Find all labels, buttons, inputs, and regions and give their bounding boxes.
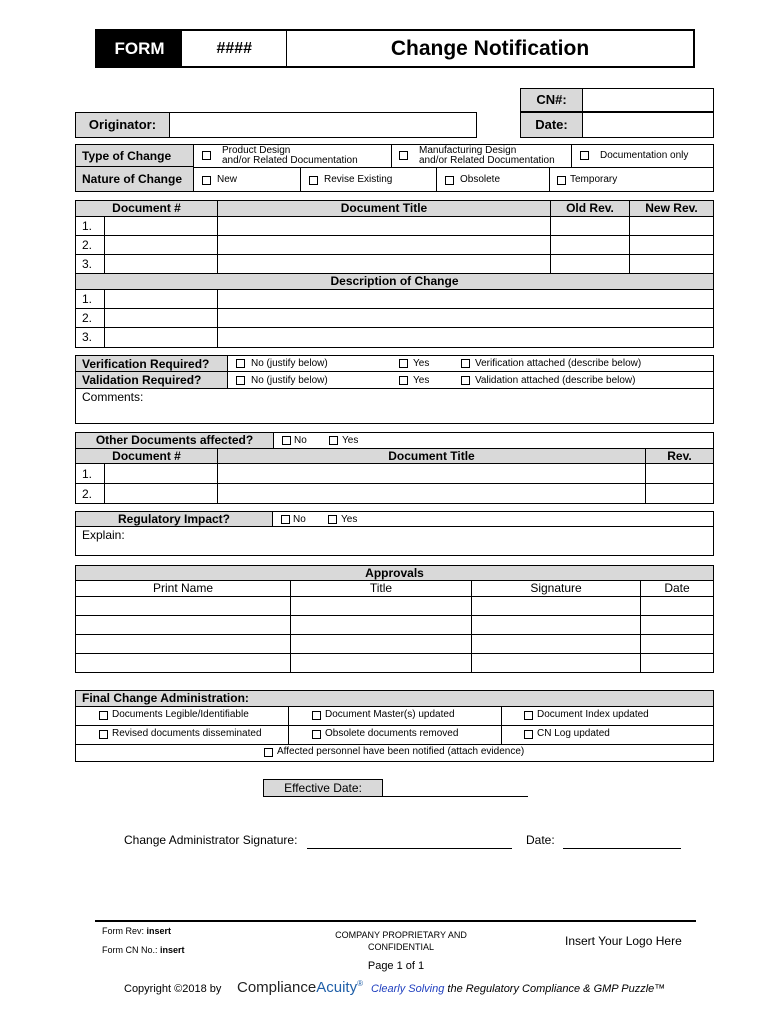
document-number-field[interactable] (105, 217, 218, 236)
description-ref-field[interactable] (105, 290, 218, 309)
new-rev-field[interactable] (630, 217, 714, 236)
validation-no-checkbox[interactable] (236, 376, 245, 385)
approval-date-field[interactable] (641, 616, 714, 635)
originator-field[interactable] (169, 112, 477, 138)
option-line: Manufacturing Design (419, 145, 517, 156)
new-rev-field[interactable] (630, 255, 714, 274)
document-number-field[interactable] (105, 255, 218, 274)
validation-required-label: Validation Required? (76, 372, 228, 389)
validation-yes-checkbox[interactable] (399, 376, 408, 385)
verification-no-option: No (justify below) (251, 358, 328, 369)
approver-name-field[interactable] (76, 654, 291, 673)
approver-signature-field[interactable] (472, 654, 641, 673)
row-number: 2. (76, 236, 105, 255)
approver-signature-field[interactable] (472, 616, 641, 635)
other-documents-table (75, 432, 714, 504)
col-divider (571, 145, 572, 167)
row-divider (228, 371, 714, 372)
regulatory-no-option: No (293, 514, 306, 525)
other-document-title-field[interactable] (218, 464, 646, 484)
form-rev-label: Form Rev: (102, 926, 145, 936)
verification-required-label: Verification Required? (76, 356, 228, 372)
cn-log-checkbox[interactable] (524, 730, 533, 739)
temporary-option: Temporary (570, 174, 618, 185)
explain-field[interactable]: Explain: (82, 528, 125, 542)
originator-label: Originator: (75, 112, 170, 138)
col-header-date: Date (641, 581, 714, 597)
administrator-signature-label: Change Administrator Signature: (124, 833, 298, 847)
disseminated-checkbox[interactable] (99, 730, 108, 739)
document-title-field[interactable] (218, 236, 551, 255)
row-number: 1. (76, 290, 105, 309)
option-line: and/or Related Documentation (419, 155, 555, 166)
row-number: 2. (76, 484, 105, 504)
description-ref-field[interactable] (105, 309, 218, 328)
cn-number-field[interactable] (582, 88, 714, 112)
regulatory-impact-label: Regulatory Impact? (76, 512, 273, 527)
other-documents-options (274, 433, 714, 449)
logo-placeholder: Insert Your Logo Here (565, 934, 682, 948)
verification-yes-checkbox[interactable] (399, 359, 408, 368)
col-header-document-title: Document Title (218, 449, 646, 464)
page-title: Change Notification (390, 37, 590, 60)
temporary-checkbox[interactable] (557, 176, 566, 185)
approver-signature-field[interactable] (472, 597, 641, 616)
validation-attached-option: Validation attached (describe below) (475, 375, 636, 386)
other-document-number-field[interactable] (105, 464, 218, 484)
personnel-notified-option: Affected personnel have been notified (attach evidence) (277, 746, 525, 757)
other-document-rev-field[interactable] (646, 464, 714, 484)
description-field[interactable] (218, 309, 714, 328)
other-documents-yes-option: Yes (342, 435, 359, 446)
document-number-field[interactable] (105, 236, 218, 255)
row-number: 1. (76, 217, 105, 236)
approver-name-field[interactable] (76, 616, 291, 635)
approvals-header: Approvals (76, 566, 714, 581)
verification-attached-option: Verification attached (describe below) (475, 358, 642, 369)
other-document-rev-field[interactable] (646, 484, 714, 504)
date-label: Date: (520, 112, 583, 138)
col-header-signature: Signature (472, 581, 641, 597)
approver-name-field[interactable] (76, 597, 291, 616)
documents-table (75, 200, 714, 348)
master-updated-checkbox[interactable] (312, 711, 321, 720)
new-rev-field[interactable] (630, 236, 714, 255)
col-divider (300, 168, 301, 191)
col-header-print-name: Print Name (76, 581, 291, 597)
proprietary-notice (301, 929, 501, 953)
copyright: Copyright ©2018 by (124, 983, 222, 995)
approval-date-field[interactable] (641, 597, 714, 616)
col-header-old-rev: Old Rev. (551, 201, 630, 217)
regulatory-yes-option: Yes (341, 514, 358, 525)
page-number: Page 1 of 1 (367, 960, 425, 972)
revise-existing-option: Revise Existing (324, 174, 393, 185)
comments-field[interactable]: Comments: (82, 390, 144, 404)
signature-date-field[interactable] (563, 848, 681, 849)
verification-attached-checkbox[interactable] (461, 359, 470, 368)
description-of-change-header: Description of Change (76, 274, 714, 290)
form-cn (102, 945, 185, 955)
form-rev (102, 926, 171, 936)
footer-rule (95, 920, 696, 922)
document-title-field[interactable] (218, 217, 551, 236)
brand-name-part: Acuity (316, 979, 358, 996)
form-label: FORM (97, 31, 182, 66)
col-header-document-number: Document # (76, 201, 218, 217)
col-divider (436, 168, 437, 191)
col-header-document-number: Document # (76, 449, 218, 464)
personnel-notified-checkbox[interactable] (264, 748, 273, 757)
cn-log-option: CN Log updated (537, 728, 610, 739)
regulatory-yes-checkbox[interactable] (328, 515, 337, 524)
validation-yes-option: Yes (413, 375, 430, 386)
old-rev-field[interactable] (551, 217, 630, 236)
col-header-document-title: Document Title (218, 201, 551, 217)
other-documents-label: Other Documents affected? (76, 433, 274, 449)
row-divider (76, 526, 713, 527)
index-updated-checkbox[interactable] (524, 711, 533, 720)
administrator-signature-field[interactable] (307, 848, 512, 849)
documentation-only-option: Documentation only (600, 150, 689, 161)
proprietary-line: COMPANY PROPRIETARY AND (335, 930, 467, 940)
validation-no-option: No (justify below) (251, 375, 328, 386)
other-documents-yes-checkbox[interactable] (329, 436, 338, 445)
other-documents-no-checkbox[interactable] (282, 436, 291, 445)
col-divider (549, 168, 550, 191)
obsolete-checkbox[interactable] (445, 176, 454, 185)
old-rev-field[interactable] (551, 255, 630, 274)
nature-of-change-label: Nature of Change (76, 167, 194, 191)
obsolete-option: Obsolete (460, 174, 501, 185)
approver-signature-field[interactable] (472, 635, 641, 654)
row-number: 3. (76, 255, 105, 274)
final-admin-header: Final Change Administration: (76, 691, 714, 707)
tagline-text: the Regulatory Compliance & GMP Puzzle™ (444, 983, 666, 995)
approval-date-field[interactable] (641, 654, 714, 673)
approver-title-field[interactable] (291, 635, 472, 654)
verification-yes-option: Yes (413, 358, 430, 369)
row-number: 2. (76, 309, 105, 328)
verification-no-checkbox[interactable] (236, 359, 245, 368)
approval-date-field[interactable] (641, 635, 714, 654)
col-header-rev: Rev. (646, 449, 714, 464)
row-number: 3. (76, 328, 105, 348)
date-field[interactable] (582, 112, 714, 138)
index-updated-option: Document Index updated (537, 709, 649, 720)
signature-date-label: Date: (526, 833, 555, 847)
row-divider (228, 388, 714, 389)
document-title-field[interactable] (218, 255, 551, 274)
form-title-bar (95, 29, 695, 68)
approver-title-field[interactable] (291, 597, 472, 616)
description-ref-field[interactable] (105, 328, 218, 348)
option-line: Product Design (222, 145, 291, 156)
legible-checkbox[interactable] (99, 711, 108, 720)
new-option: New (217, 174, 238, 185)
col-header-new-rev: New Rev. (630, 201, 714, 217)
approver-name-field[interactable] (76, 635, 291, 654)
product-design-checkbox[interactable] (202, 151, 211, 160)
validation-attached-checkbox[interactable] (461, 376, 470, 385)
form-rev-value: insert (146, 926, 172, 936)
other-document-title-field[interactable] (218, 484, 646, 504)
effective-date-field[interactable] (383, 796, 528, 797)
product-design-option (222, 146, 358, 166)
description-field[interactable] (218, 328, 714, 348)
option-line: and/or Related Documentation (222, 155, 358, 166)
manufacturing-design-checkbox[interactable] (399, 151, 408, 160)
tagline (371, 983, 665, 995)
new-checkbox[interactable] (202, 176, 211, 185)
col-header-title: Title (291, 581, 472, 597)
brand-name-part: Compliance (237, 979, 317, 996)
effective-date-label: Effective Date: (263, 779, 383, 797)
proprietary-line: CONFIDENTIAL (367, 942, 434, 952)
col-divider (391, 145, 392, 167)
other-documents-no-option: No (294, 435, 307, 446)
documentation-only-checkbox[interactable] (580, 151, 589, 160)
approvals-table (75, 565, 714, 673)
brand-logo (237, 979, 363, 996)
manufacturing-design-option (419, 146, 555, 166)
form-number: #### (182, 31, 287, 66)
revise-existing-checkbox[interactable] (309, 176, 318, 185)
form-cn-value: insert (160, 945, 185, 955)
disseminated-option: Revised documents disseminated (112, 728, 262, 739)
approver-title-field[interactable] (291, 654, 472, 673)
master-updated-option: Document Master(s) updated (325, 709, 455, 720)
cn-label: CN#: (520, 88, 583, 112)
type-of-change-label: Type of Change (76, 145, 194, 167)
old-rev-field[interactable] (551, 236, 630, 255)
tagline-highlight: Clearly Solving (371, 983, 445, 995)
obsolete-removed-checkbox[interactable] (312, 730, 321, 739)
form-cn-label: Form CN No.: (102, 945, 158, 955)
approver-title-field[interactable] (291, 616, 472, 635)
row-divider (194, 167, 714, 168)
description-field[interactable] (218, 290, 714, 309)
obsolete-removed-option: Obsolete documents removed (325, 728, 459, 739)
legible-option: Documents Legible/Identifiable (112, 709, 249, 720)
regulatory-no-checkbox[interactable] (281, 515, 290, 524)
row-number: 1. (76, 464, 105, 484)
brand-registered-mark: ® (357, 979, 363, 988)
other-document-number-field[interactable] (105, 484, 218, 504)
